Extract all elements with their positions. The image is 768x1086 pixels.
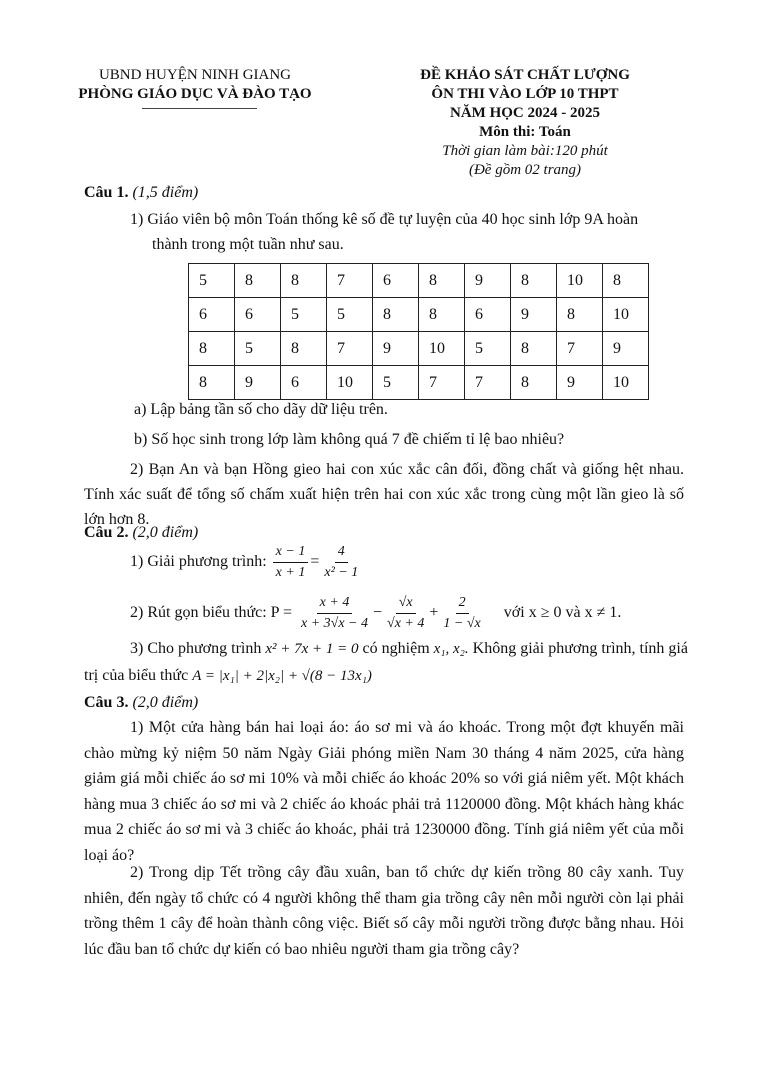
q2-part3-text-c: Không giải phương trình, tính giá	[472, 640, 688, 657]
q3-part2: 2) Trong dịp Tết trồng cây đầu xuân, ban tổ chức dự kiến trồng 80 cây xanh. Tuy nhiên, đến ngày tổ chức có 4 người không thể tham gia trồng cây nên mỗi người còn lại phải trồng thêm 1 cây để hoàn thành công việc. Biết số cây mỗi người trồng được bằng nhau. Hỏi lúc đầu ban tổ chức dự kiến có bao nhiêu người tham gia trồng cây?	[84, 864, 684, 958]
table-row	[189, 264, 649, 298]
table-cell: 8	[511, 264, 557, 298]
q2-part1-rhs	[321, 542, 361, 583]
q1-part1-line2: thành trong một tuần như sau.	[152, 236, 344, 253]
table-cell: 9	[235, 366, 281, 400]
q2-part3-line2	[84, 667, 372, 685]
table-cell: 7	[327, 264, 373, 298]
q2-part1-lhs	[273, 542, 309, 583]
header-divider	[142, 108, 257, 109]
table-cell: 6	[465, 298, 511, 332]
rhs-denominator: x² − 1	[324, 565, 359, 580]
table-cell: 8	[373, 298, 419, 332]
q2-part3-roots: x₁, x₂.	[433, 641, 469, 657]
q1-part2: 2) Bạn An và bạn Hồng gieo hai con xúc xắc cân đối, đồng chất và giống hệt nhau. Tính xác suất để tổng số chấm xuất hiện trên hai con xúc xắc trong cùng một lần gieo là số lớn hơn 8.	[84, 461, 684, 528]
f3-denominator: 1 − √x	[443, 616, 481, 631]
table-cell: 9	[373, 332, 419, 366]
q3-part1: 1) Một cửa hàng bán hai loại áo: áo sơ mi và áo khoác. Trong một đợt khuyến mãi chào mừng kỷ niệm 50 năm Ngày Giải phóng miền Nam 30 tháng 4 năm 2025, cửa hàng giảm giá mỗi chiếc áo sơ mi 10% và mỗi chiếc áo khoác 20% so với giá niêm yết. Một khách hàng mua 3 chiếc áo sơ mi và 2 chiếc áo khoác phải trả 1120000 đồng. Một khách hàng khác mua 2 chiếc áo sơ mi và 3 chiếc áo khoác, phải trả 1230000 đồng. Tính giá niêm yết của mỗi loại áo?	[84, 719, 684, 864]
table-cell: 8	[419, 264, 465, 298]
q2-part2-condition: với x ≥ 0 và x ≠ 1.	[503, 604, 622, 622]
table-cell: 8	[511, 332, 557, 366]
q1-part1-line1: 1) Giáo viên bộ môn Toán thống kê số đề tự luyện của 40 học sinh lớp 9A hoàn	[130, 211, 639, 228]
p-fraction-3	[440, 593, 483, 634]
table-cell: 10	[557, 264, 603, 298]
q3-title: Câu 3.	[84, 694, 129, 711]
q2-part2: 2) Rút gọn biểu thức: P = $\frac{x + 4}{x + 3√x - 4}$ − $\frac{√x}{√x + 4}$ + $\frac{2}{1 - √x}$ với x ≥ 0 và x ≠ 1.	[130, 593, 621, 634]
header-right	[380, 66, 670, 180]
q2-part3-text-d: trị của biểu thức	[84, 667, 189, 684]
header-left	[50, 66, 340, 104]
exam-subtitle: ÔN THI VÀO LỚP 10 THPT	[431, 86, 619, 102]
table-cell: 5	[235, 332, 281, 366]
table-cell: 9	[557, 366, 603, 400]
table-cell: 8	[189, 366, 235, 400]
f1-numerator: x + 4	[317, 593, 353, 614]
q1-points: (1,5 điểm)	[132, 184, 199, 201]
table-cell: 6	[281, 366, 327, 400]
table-cell: 8	[511, 366, 557, 400]
table-cell: 8	[281, 264, 327, 298]
table-cell: 7	[465, 366, 511, 400]
table-row	[189, 366, 649, 400]
table-cell: 6	[235, 298, 281, 332]
table-cell: 8	[419, 298, 465, 332]
q2-part3-expression: A = |x₁| + 2|x₂| + √(8 − 13x₁)	[192, 668, 372, 684]
subject: Môn thi: Toán	[479, 124, 571, 140]
district-name: UBND HUYỆN NINH GIANG	[98, 67, 292, 83]
table-cell: 8	[603, 264, 649, 298]
data-table	[188, 263, 649, 400]
table-cell: 8	[189, 332, 235, 366]
table-cell: 10	[327, 366, 373, 400]
q2-part3-text-a: 3) Cho phương trình	[130, 640, 262, 657]
table-cell: 9	[603, 332, 649, 366]
duration: Thời gian làm bài:120 phút	[442, 143, 608, 159]
table-cell: 5	[373, 366, 419, 400]
p-fraction-1	[298, 593, 371, 634]
q1-part-b: b) Số học sinh trong lớp làm không quá 7 đề chiếm tỉ lệ bao nhiêu?	[134, 431, 565, 448]
f3-numerator: 2	[456, 593, 469, 614]
table-cell: 9	[465, 264, 511, 298]
q2-title: Câu 2.	[84, 524, 129, 541]
table-cell: 7	[419, 366, 465, 400]
q1-heading	[84, 180, 198, 205]
lhs-numerator: x − 1	[273, 542, 309, 563]
rhs-numerator: 4	[335, 542, 348, 563]
table-cell: 7	[327, 332, 373, 366]
table-cell: 10	[603, 298, 649, 332]
department-name: PHÒNG GIÁO DỤC VÀ ĐÀO TẠO	[78, 86, 312, 102]
f2-numerator: √x	[396, 593, 416, 614]
table-cell: 9	[511, 298, 557, 332]
table-cell: 8	[281, 332, 327, 366]
table-cell: 7	[557, 332, 603, 366]
q2-part3-equation: x² + 7x + 1 = 0	[265, 641, 359, 657]
table-cell: 6	[189, 298, 235, 332]
q1-title: Câu 1.	[84, 184, 129, 201]
q2-part3-text-b: có nghiệm	[362, 640, 430, 657]
p-fraction-2	[384, 593, 427, 634]
table-cell: 10	[419, 332, 465, 366]
school-year: NĂM HỌC 2024 - 2025	[450, 105, 600, 121]
page-count: (Đề gồm 02 trang)	[468, 162, 582, 178]
q2-points: (2,0 điểm)	[132, 524, 199, 541]
table-cell: 8	[557, 298, 603, 332]
f2-denominator: √x + 4	[387, 616, 425, 631]
f1-denominator: x + 3√x − 4	[300, 616, 368, 631]
q2-part1-label: 1) Giải phương trình:	[130, 553, 267, 571]
table-cell: 5	[465, 332, 511, 366]
table-cell: 5	[327, 298, 373, 332]
exam-title: ĐỀ KHẢO SÁT CHẤT LƯỢNG	[420, 67, 630, 83]
q2-part3-line1	[130, 640, 688, 658]
table-cell: 8	[235, 264, 281, 298]
q3-heading	[84, 690, 198, 715]
table-cell: 5	[281, 298, 327, 332]
table-cell: 5	[189, 264, 235, 298]
table-row	[189, 298, 649, 332]
q2-part2-label: 2) Rút gọn biểu thức: P =	[130, 604, 292, 622]
lhs-denominator: x + 1	[275, 565, 306, 580]
q3-points: (2,0 điểm)	[132, 694, 199, 711]
table-cell: 10	[603, 366, 649, 400]
table-cell: 6	[373, 264, 419, 298]
table-row	[189, 332, 649, 366]
q2-part1: 1) Giải phương trình: $\frac{x - 1}{x + 1}$ = $\frac{4}{\text{x² − 1}}$	[130, 542, 363, 583]
q1-part-a: a) Lập bảng tần số cho dãy dữ liệu trên.	[134, 401, 388, 418]
